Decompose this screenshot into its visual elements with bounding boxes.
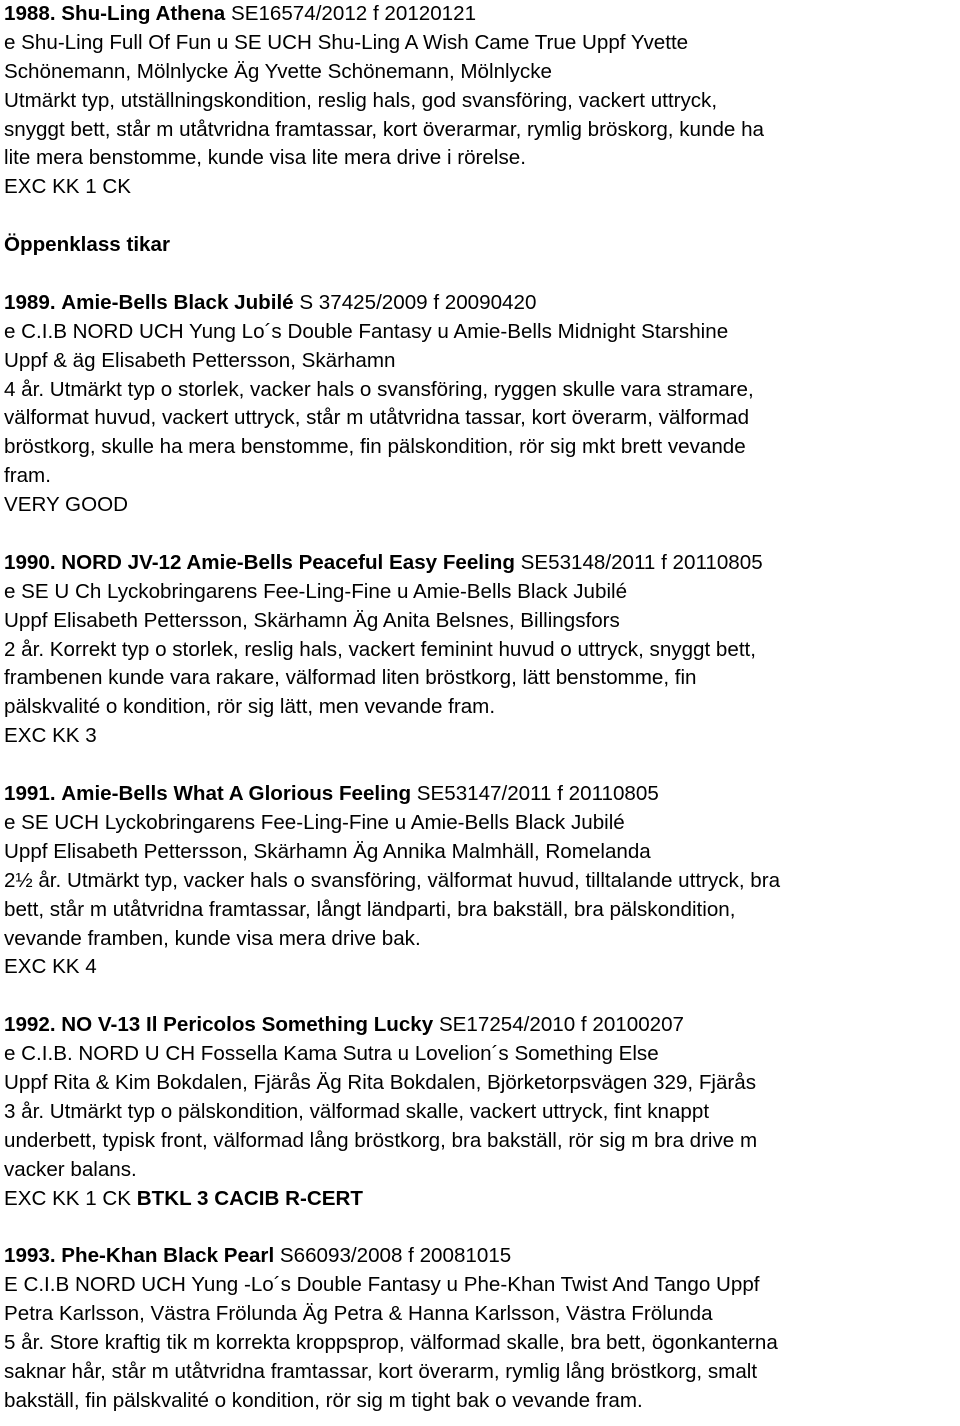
entry-header — [4, 289, 960, 318]
spacer — [4, 1213, 960, 1242]
entry-header — [4, 780, 960, 809]
entry-result: EXC KK 1 CK — [4, 175, 132, 199]
entry-line: E C.I.B NORD UCH Yung -Lo´s Double Fantasy u Phe-Khan Twist And Tango Uppf — [4, 1273, 760, 1297]
registration: SE53148/2011 f 20110805 — [514, 550, 763, 574]
entry-line: Schönemann, Mölnlycke Äg Yvette Schönemann, Mölnlycke — [4, 59, 552, 83]
result-awards: BTKL 3 CACIB R-CERT — [136, 1186, 363, 1210]
registration: SE17254/2010 f 20100207 — [433, 1013, 685, 1037]
entry-line: Uppf Rita & Kim Bokdalen, Fjärås Äg Rita Bokdalen, Björketorpsvägen 329, Fjärås — [4, 1070, 757, 1094]
entry-line: saknar hår, står m utåtvridna framtassar, kort överarm, rymlig lång bröstkorg, smalt — [4, 1359, 758, 1383]
entry-line: vevande framben, kunde visa mera drive bak. — [4, 926, 421, 950]
entry-result: EXC KK 4 — [4, 955, 97, 979]
entry-line: Uppf & äg Elisabeth Pettersson, Skärhamn — [4, 348, 396, 372]
class-heading-text: Öppenklass tikar — [4, 233, 170, 257]
spacer — [4, 751, 960, 780]
entry-line: e C.I.B NORD UCH Yung Lo´s Double Fantasy u Amie-Bells Midnight Starshine — [4, 319, 729, 343]
entry-line: 5 år. Store kraftig tik m korrekta kroppsprop, välformad skalle, bra bett, ögonkanterna — [4, 1330, 778, 1354]
entry-line: Uppf Elisabeth Pettersson, Skärhamn Äg Annika Malmhäll, Romelanda — [4, 839, 651, 863]
entry-line: 2½ år. Utmärkt typ, vacker hals o svansföring, välformat huvud, tilltalande uttryck, bra — [4, 868, 781, 892]
dog-name: Phe-Khan Black Pearl — [61, 1244, 275, 1268]
spacer — [4, 202, 960, 231]
entry-result: EXC KK 3 — [4, 724, 97, 748]
entry-line: fram. — [4, 464, 51, 488]
entry-line: bett, står m utåtvridna framtassar, långt ländparti, bra bakställ, bra pälskondition, — [4, 897, 736, 921]
entry-number: 1988. — [4, 2, 56, 25]
entry-line: 2 år. Korrekt typ o storlek, reslig hals, vackert feminint huvud o uttryck, snyggt bett, — [4, 637, 757, 661]
dog-name: Amie-Bells Black Jubilé — [61, 290, 294, 314]
entry-line: Uppf Elisabeth Pettersson, Skärhamn Äg Anita Belsnes, Billingsfors — [4, 608, 620, 632]
spacer — [4, 982, 960, 1011]
entry-header — [4, 1242, 960, 1271]
registration: SE53147/2011 f 20110805 — [411, 782, 659, 806]
dog-name: Shu-Ling Athena — [61, 2, 226, 25]
entry-line: e SE UCH Lyckobringarens Fee-Ling-Fine u Amie-Bells Black Jubilé — [4, 810, 625, 834]
entry-number: 1993. — [4, 1244, 56, 1268]
entry-line: e SE U Ch Lyckobringarens Fee-Ling-Fine u Amie-Bells Black Jubilé — [4, 579, 628, 603]
entry-line: e Shu-Ling Full Of Fun u SE UCH Shu-Ling A Wish Came True Uppf Yvette — [4, 30, 689, 54]
entry-line: välformat huvud, vackert uttryck, står m utåtvridna tassar, kort överarm, välformad — [4, 406, 750, 430]
entry-header — [4, 549, 960, 578]
dog-name: NORD JV-12 Amie-Bells Peaceful Easy Feeling — [61, 550, 515, 574]
dog-name: Amie-Bells What A Glorious Feeling — [61, 782, 412, 806]
entry-result — [4, 1185, 960, 1214]
registration: S66093/2008 f 20081015 — [274, 1244, 512, 1268]
entry-line: Petra Karlsson, Västra Frölunda Äg Petra & Hanna Karlsson, Västra Frölunda — [4, 1302, 713, 1326]
entry-line: snyggt bett, står m utåtvridna framtassar, kort överarmar, rymlig bröskorg, kunde ha — [4, 117, 764, 141]
entry-number: 1992. — [4, 1013, 56, 1037]
entry-line: Utmärkt typ, utställningskondition, reslig hals, god svansföring, vackert uttryck, — [4, 88, 718, 112]
entry-line: frambenen kunde vara rakare, välformad liten bröstkorg, lätt benstomme, fin — [4, 666, 697, 690]
entry-line: vacker balans. — [4, 1157, 137, 1181]
entry-line: e C.I.B. NORD U CH Fossella Kama Sutra u Lovelion´s Something Else — [4, 1042, 659, 1066]
spacer — [4, 520, 960, 549]
entry-header — [4, 0, 960, 29]
entry-header — [4, 1011, 960, 1040]
dog-name: NO V-13 Il Pericolos Something Lucky — [61, 1013, 434, 1037]
entry-number: 1990. — [4, 550, 56, 574]
result-text: EXC KK 1 CK — [4, 1186, 137, 1210]
registration: SE16574/2012 f 20120121 — [225, 2, 477, 25]
registration: S 37425/2009 f 20090420 — [293, 290, 537, 314]
entry-1993 — [4, 1242, 960, 1415]
entry-number: 1991. — [4, 782, 56, 806]
entry-number: 1989. — [4, 290, 56, 314]
entry-line: pälskvalité o kondition, rör sig lätt, men vevande fram. — [4, 695, 496, 719]
entry-line: underbett, typisk front, välformad lång bröstkorg, bra bakställ, rör sig m bra drive m — [4, 1128, 758, 1152]
entry-result: VERY GOOD — [4, 493, 128, 517]
entry-line: bakställ, fin pälskvalité o kondition, rör sig m tight bak o vevande fram. — [4, 1388, 643, 1412]
entry-1990 — [4, 549, 960, 751]
entry-1988 — [4, 0, 960, 202]
entry-line: 3 år. Utmärkt typ o pälskondition, välformad skalle, vackert uttryck, fint knappt — [4, 1099, 710, 1123]
class-heading — [4, 231, 960, 260]
entry-1992 — [4, 1011, 960, 1213]
entry-line: 4 år. Utmärkt typ o storlek, vacker hals o svansföring, ryggen skulle vara stramare, — [4, 377, 754, 401]
entry-1989 — [4, 289, 960, 520]
entry-1991 — [4, 780, 960, 982]
entry-line: lite mera benstomme, kunde visa lite mera drive i rörelse. — [4, 146, 526, 170]
entry-line: bröstkorg, skulle ha mera benstomme, fin pälskondition, rör sig mkt brett vevande — [4, 435, 746, 459]
spacer — [4, 260, 960, 289]
